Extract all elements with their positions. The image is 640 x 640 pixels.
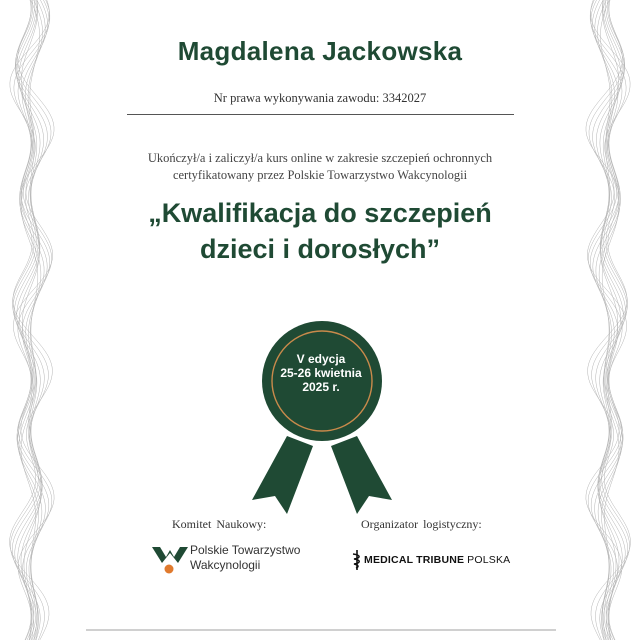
course-title-line-2: dzieci i dorosłych” — [199, 234, 441, 264]
scientific-committee-label: Komitet Naukowy: — [172, 517, 267, 531]
ptw-logo-icon — [150, 543, 190, 577]
bottom-divider — [86, 629, 556, 631]
rosette-badge-icon — [247, 318, 397, 518]
course-title — [0, 195, 640, 267]
name-divider — [127, 114, 514, 115]
medical-tribune-sub: POLSKA — [467, 554, 511, 566]
ribbon-left — [252, 436, 313, 514]
medical-tribune-name — [364, 554, 510, 566]
course-title-line-1: „Kwalifikacja do szczepień — [148, 198, 492, 228]
medical-tribune-bold: MEDICAL TRIBUNE — [364, 554, 465, 566]
medical-tribune-logo-icon — [350, 549, 364, 571]
ptw-name-line-2: Wakcynologii — [190, 558, 261, 572]
ptw-name — [190, 543, 300, 573]
description-line-1: Ukończył/a i zaliczył/a kurs online w zakresie szczepień ochronnych — [147, 151, 493, 165]
ribbon-right — [331, 436, 392, 514]
badge-dates: 25-26 kwietnia — [280, 366, 362, 380]
ptw-name-line-1: Polskie Towarzystwo — [190, 543, 301, 557]
course-description — [0, 150, 640, 184]
badge-text — [265, 352, 377, 394]
recipient-name: Magdalena Jackowska — [177, 36, 463, 66]
logistics-organizer-label: Organizator logistyczny: — [361, 517, 482, 531]
description-line-2: certyfikatowany przez Polskie Towarzystwo Wakcynologii — [172, 168, 468, 182]
badge-year: 2025 r. — [302, 380, 340, 394]
license-number: Nr prawa wykonywania zawodu: 3342027 — [213, 91, 427, 105]
badge-edition: V edycja — [296, 352, 346, 366]
